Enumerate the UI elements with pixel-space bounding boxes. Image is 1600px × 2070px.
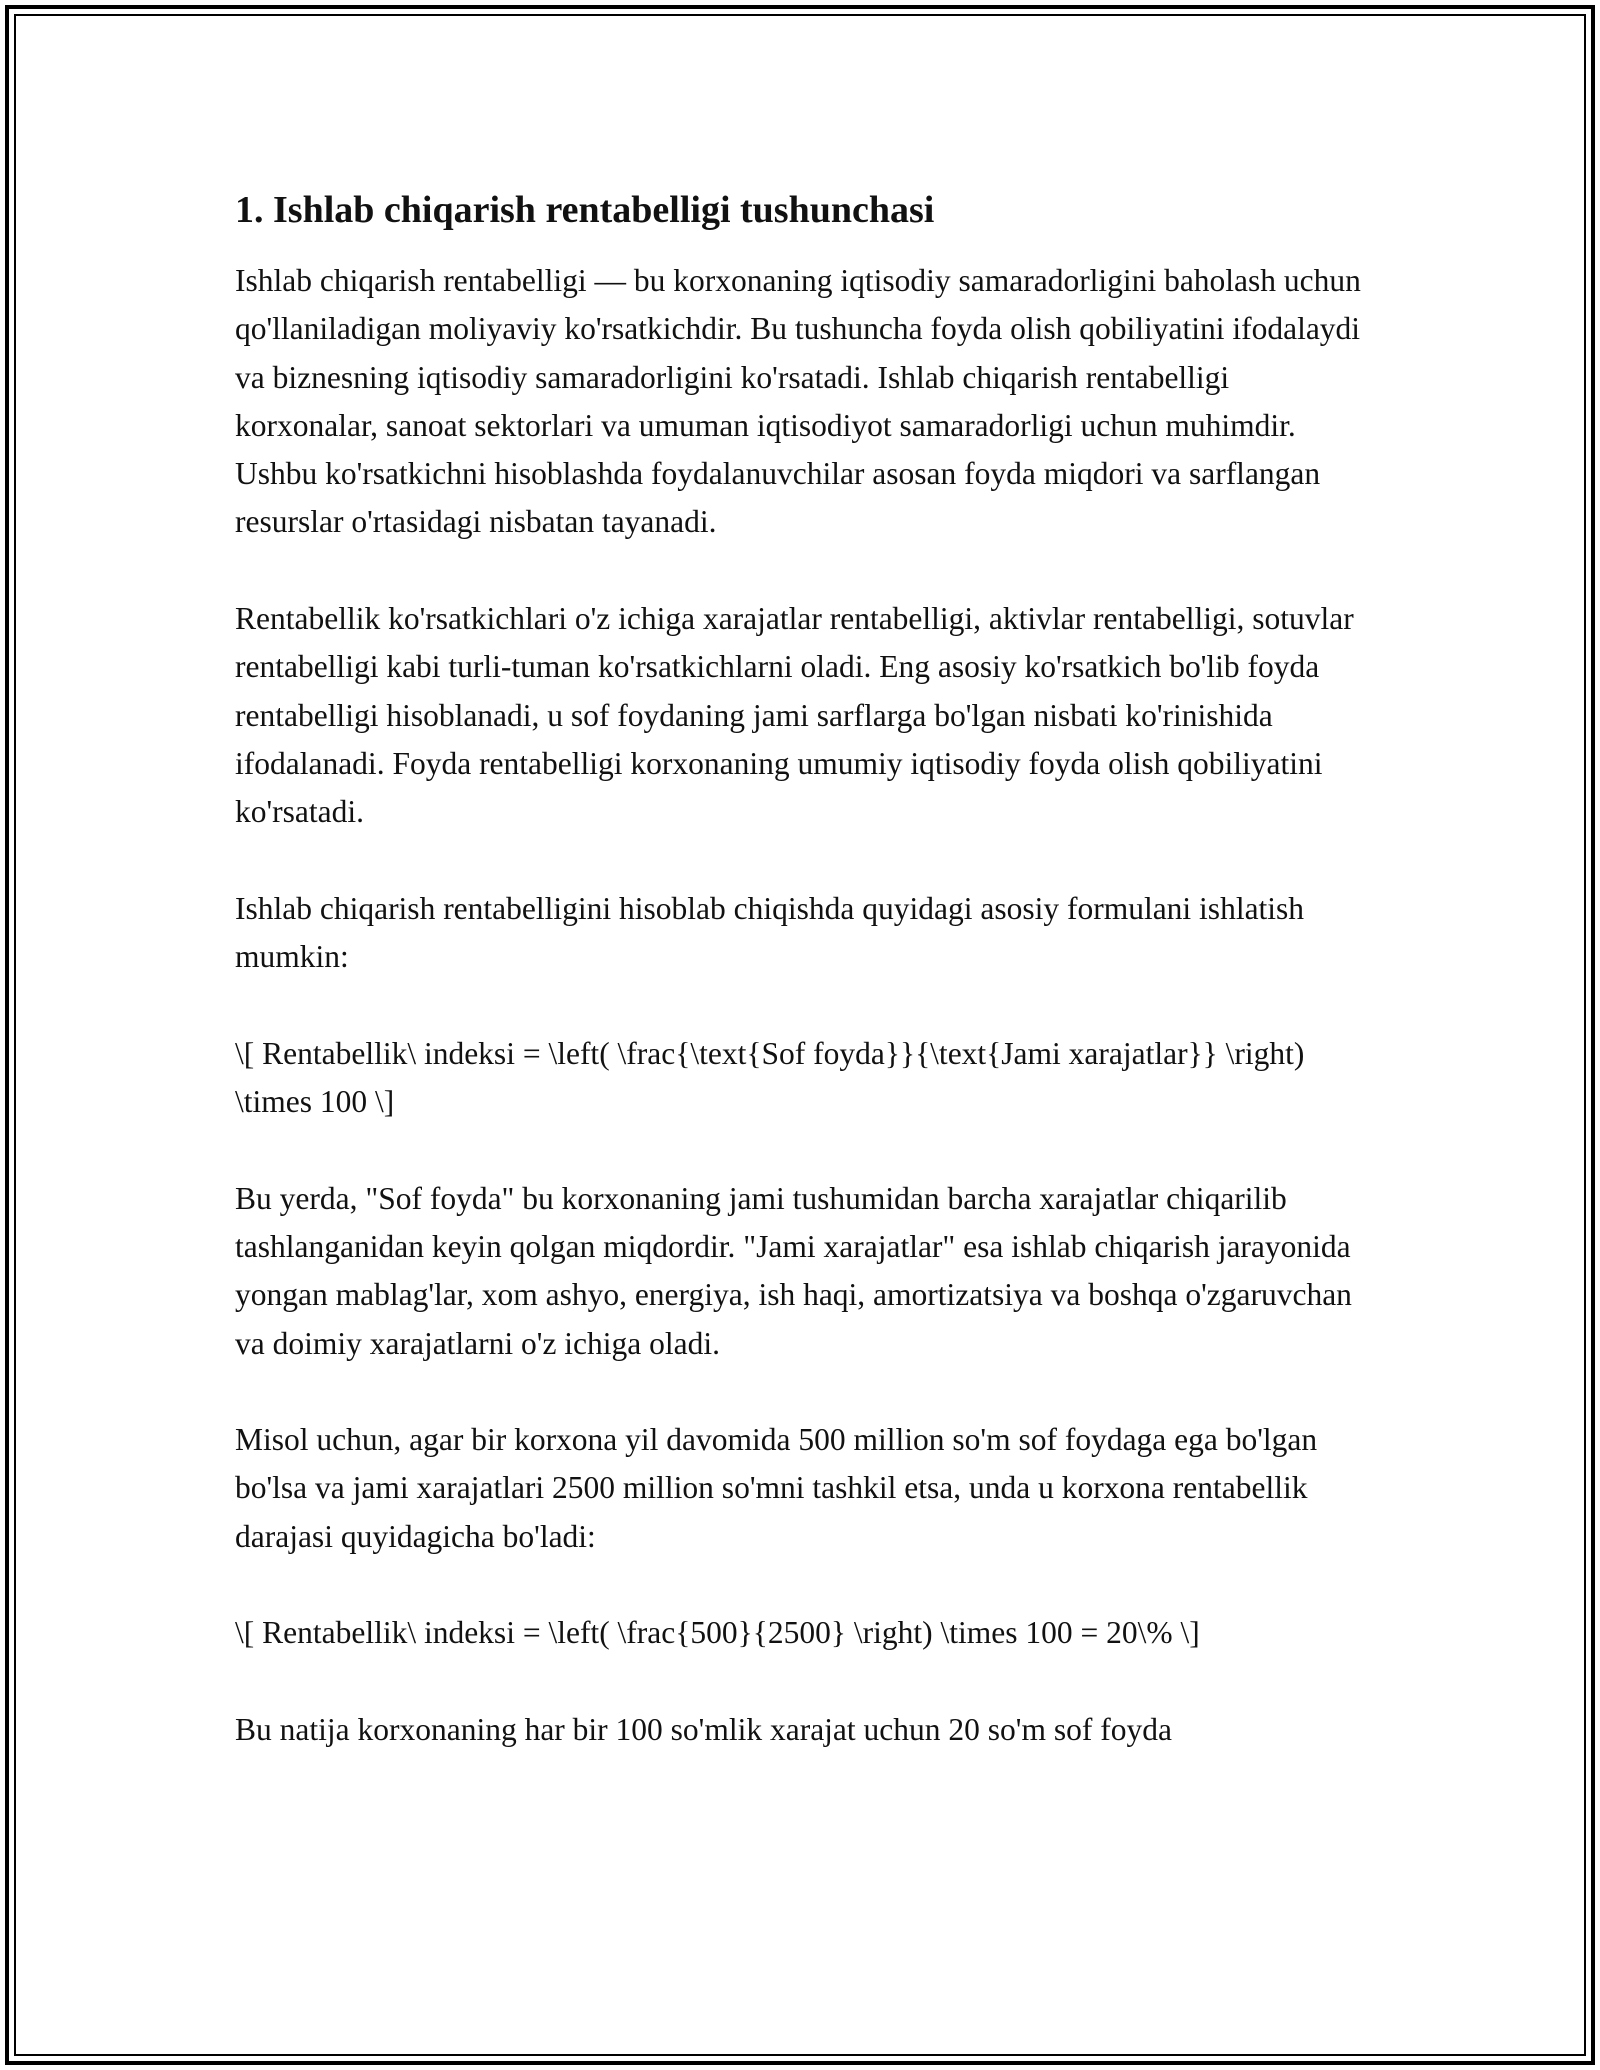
paragraph-formula-intro: Ishlab chiqarish rentabelligini hisoblab chiqishda quyidagi asosiy formulani ishlatish mumkin: (235, 890, 1305, 975)
document-body (235, 185, 1375, 1754)
formula-example: \[ Rentabellik\ indeksi = \left( \frac{500}{2500} \right) \times 100 = 20\% \] (235, 1615, 1200, 1651)
section-heading: 1. Ishlab chiqarish rentabelligi tushunchasi (235, 189, 935, 231)
paragraph-example: Misol uchun, agar bir korxona yil davomida 500 million so'm sof foydaga ega bo'lgan bo'lsa va jami xarajatlari 2500 million so'mni tashkil etsa, unda u korxona rentabellik darajasi quyidagicha bo'ladi: (235, 1422, 1318, 1554)
paragraph-explanation: Bu yerda, "Sof foyda" bu korxonaning jami tushumidan barcha xarajatlar chiqarilib tashlanganidan keyin qolgan miqdordir. "Jami xarajatlar" esa ishlab chiqarish jarayonida yongan mablag'lar, xom ashyo, energiya, ish haqi, amortizatsiya va boshqa o'zgaruvchan va doimiy xarajatlarni o'z ichiga oladi. (235, 1180, 1352, 1361)
paragraph-result: Bu natija korxonaning har bir 100 so'mlik xarajat uchun 20 so'm sof foyda (235, 1711, 1172, 1747)
paragraph-indicators: Rentabellik ko'rsatkichlari o'z ichiga xarajatlar rentabelligi, aktivlar rentabelligi, sotuvlar rentabelligi kabi turli-tuman ko'rsatkichlarni oladi. Eng asosiy ko'rsatkich bo'lib foyda rentabelligi hisoblanadi, u sof foydaning jami sarflarga bo'lgan nisbati ko'rinishida ifodalanadi. Foyda rentabelligi korxonaning umumiy iqtisodiy foyda olish qobiliyatini ko'rsatadi. (235, 601, 1354, 830)
paragraph-definition: Ishlab chiqarish rentabelligi — bu korxonaning iqtisodiy samaradorligini baholash uchun qo'llaniladigan moliyaviy ko'rsatkichdir. Bu tushuncha foyda olish qobiliyatini ifodalaydi va biznesning iqtisodiy samaradorligini ko'rsatadi. Ishlab chiqarish rentabelligi korxonalar, sanoat sektorlari va umuman iqtisodiyot samaradorligi uchun muhimdir. Ushbu ko'rsatkichni hisoblashda foydalanuvchilar asosan foyda miqdori va sarflangan resurslar o'rtasidagi nisbatan tayanadi. (235, 263, 1361, 540)
formula-general: \[ Rentabellik\ indeksi = \left( \frac{\text{Sof foyda}}{\text{Jami xarajatlar}} \right) \times 100 \] (235, 1035, 1305, 1120)
